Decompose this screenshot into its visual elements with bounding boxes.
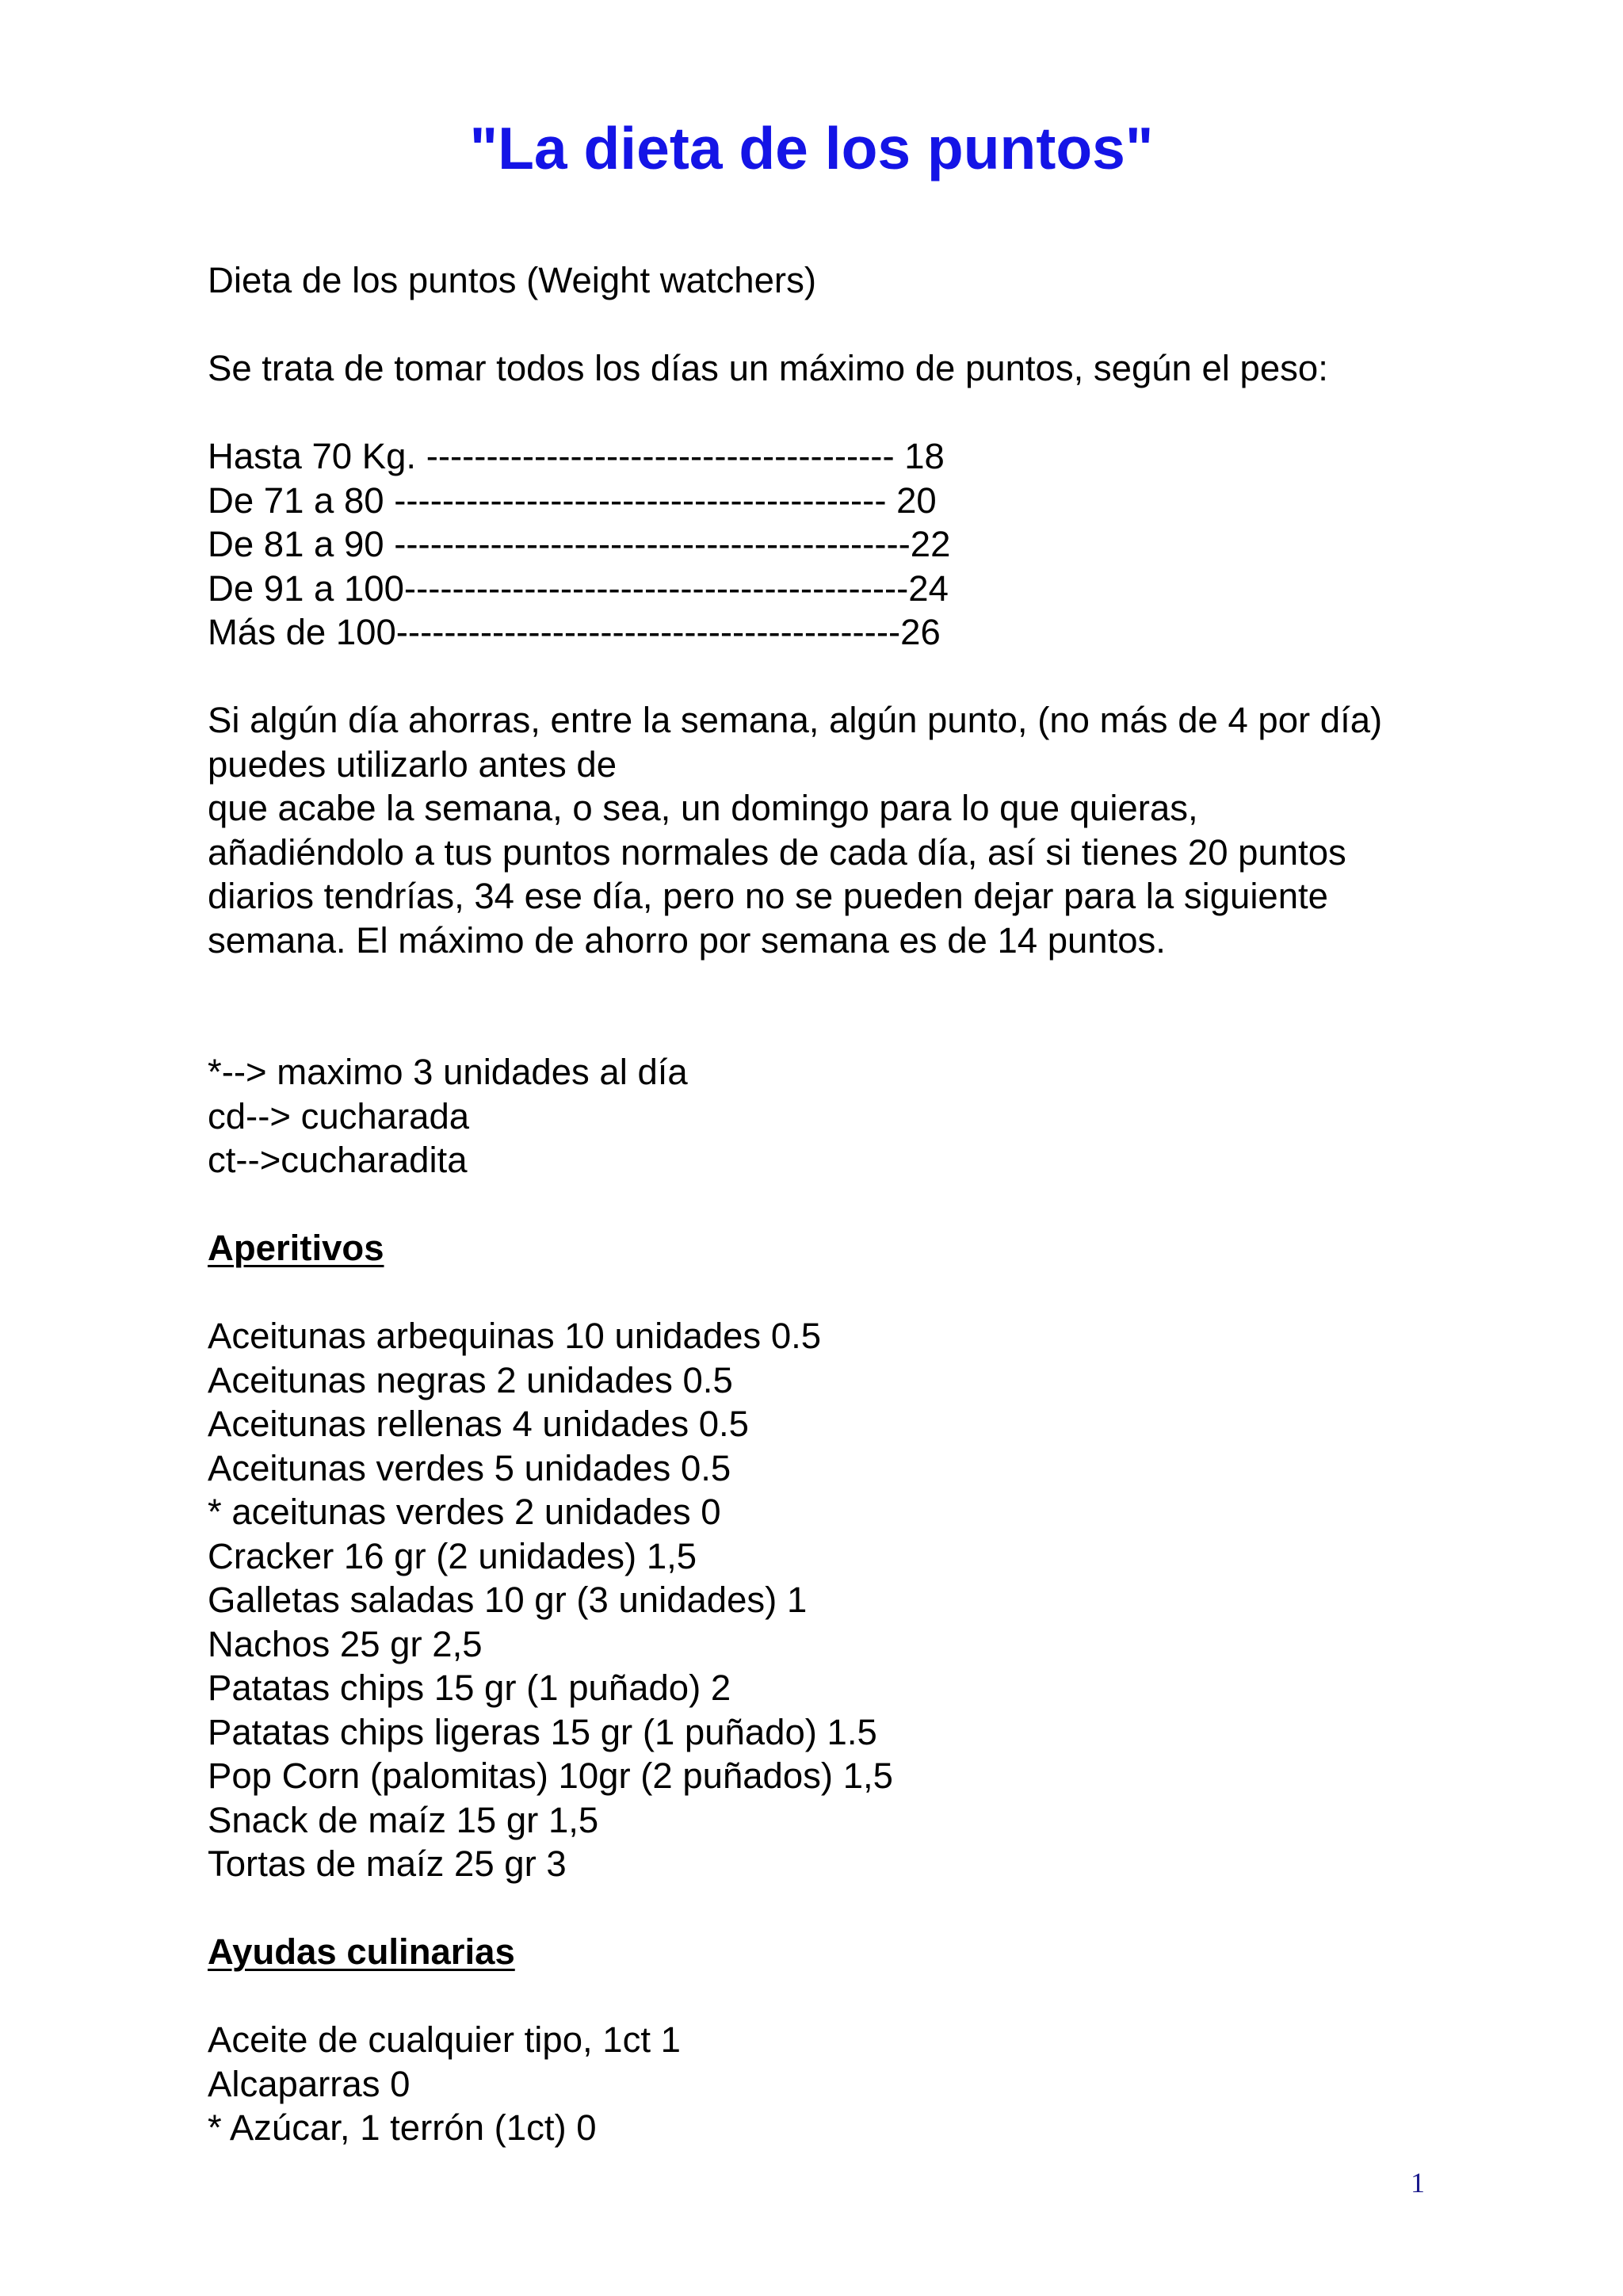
intro-text: Se trata de tomar todos los días un máximo de puntos, según el peso: [208,348,1328,388]
spacer [208,1270,1476,1315]
document-title: "La dieta de los puntos" [469,115,1154,181]
page-number: 1 [1411,2167,1425,2199]
food-item: Aceitunas verdes 5 unidades 0.5 [208,1447,731,1488]
food-item: * Azúcar, 1 terrón (1ct) 0 [208,2107,597,2148]
food-item: Galletas saladas 10 gr (3 unidades) 1 [208,1580,808,1620]
spacer [208,1886,1476,1931]
spacer [208,962,1476,1007]
paragraph-line: Si algún día ahorras, entre la semana, algún punto, (no más de 4 por día) [208,700,1383,740]
spacer [208,1974,1476,2019]
weight-row: De 81 a 90 -------------------------------------------22 [208,524,951,564]
food-item: Nachos 25 gr 2,5 [208,1623,483,1664]
legend-line: cd--> cucharada [208,1095,470,1137]
spacer [208,303,1476,347]
spacer [208,655,1476,699]
food-item: Tortas de maíz 25 gr 3 [208,1843,567,1884]
weight-row: De 71 a 80 ----------------------------------------- 20 [208,479,937,521]
spacer [208,1182,1476,1227]
food-item: Alcaparras 0 [208,2063,411,2104]
food-item: Patatas chips 15 gr (1 puñado) 2 [208,1668,731,1708]
weight-points-table [208,434,1476,655]
paragraph-line: diarios tendrías, 34 ese día, pero no se pueden dejar para la siguiente [208,876,1328,916]
savings-paragraph [208,698,1476,962]
spacer [208,391,1476,435]
section-heading: Aperitivos [208,1228,384,1268]
paragraph-line: que acabe la semana, o sea, un domingo para lo que quieras, [208,788,1198,828]
food-item: Patatas chips ligeras 15 gr (1 puñado) 1.5 [208,1711,877,1752]
paragraph-line: puedes utilizarlo antes de [208,743,617,785]
weight-row: Más de 100------------------------------------------26 [208,612,941,652]
food-item: Aceitunas rellenas 4 unidades 0.5 [208,1404,749,1444]
food-item: Aceitunas arbequinas 10 unidades 0.5 [208,1316,822,1356]
food-item: Snack de maíz 15 gr 1,5 [208,1799,599,1840]
legend-line: *--> maximo 3 unidades al día [208,1052,688,1092]
weight-row: De 91 a 100------------------------------------------24 [208,567,949,609]
legend-line: ct-->cucharadita [208,1140,468,1180]
food-item: Cracker 16 gr (2 unidades) 1,5 [208,1535,697,1576]
abbreviation-legend [208,1050,1476,1182]
document-body [208,258,1476,2150]
weight-row: Hasta 70 Kg. --------------------------------------- 18 [208,436,945,476]
subtitle: Dieta de los puntos (Weight watchers) [208,260,816,300]
food-item: Aceitunas negras 2 unidades 0.5 [208,1359,733,1400]
food-item: Pop Corn (palomitas) 10gr (2 puñados) 1,5 [208,1755,893,1796]
section-aperitivos [208,1226,1476,1886]
food-item: Aceite de cualquier tipo, 1ct 1 [208,2019,681,2060]
paragraph-line: añadiéndolo a tus puntos normales de cada día, así si tienes 20 puntos [208,831,1346,873]
paragraph-line: semana. El máximo de ahorro por semana es de 14 puntos. [208,919,1166,961]
food-item: * aceitunas verdes 2 unidades 0 [208,1492,721,1532]
spacer [208,1007,1476,1051]
section-ayudas-culinarias [208,1930,1476,2150]
section-heading: Ayudas culinarias [208,1931,515,1972]
